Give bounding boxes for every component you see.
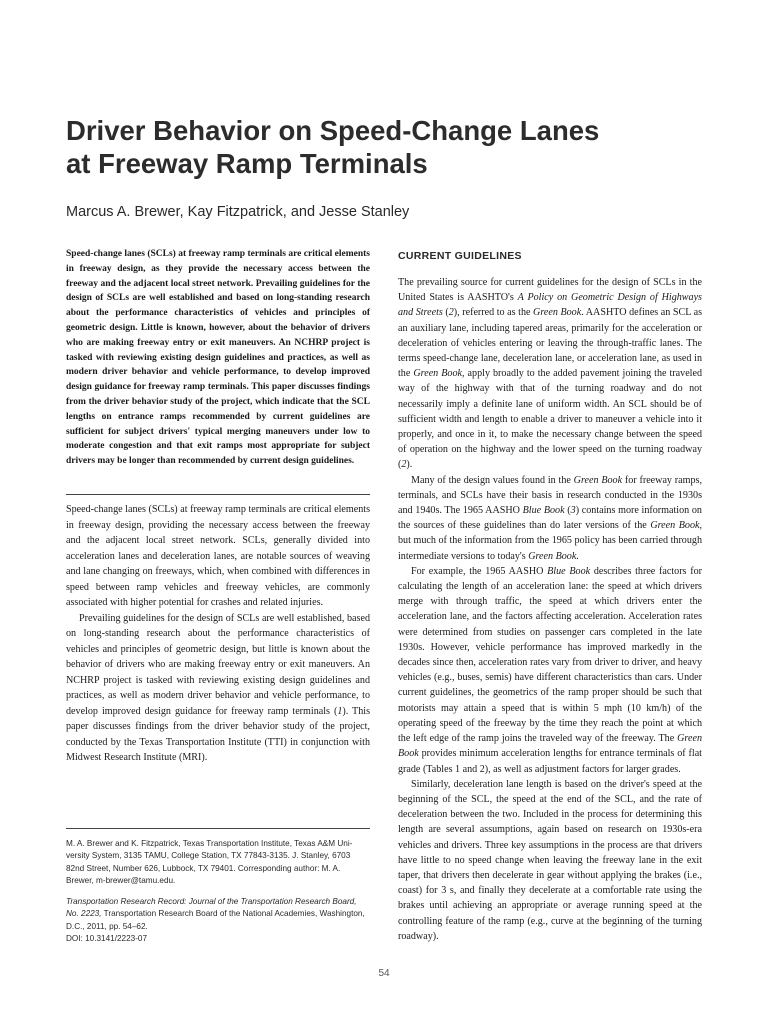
citation-ref: 1 [337, 705, 343, 717]
footnote-divider [66, 828, 370, 829]
guidelines-paragraph: The prevailing source for current guidelines for the design of SCLs in the United States is AASHTO's A Policy on Geometric Design of Highways and Streets (2), referred to as the Green Book. AASHTO defines an SCL as an auxiliary lane, including tapered areas, primarily for the acceleration or deceleration of vehicles entering or leaving the through-traffic lanes. The terms speed-change lane, deceleration lane, or acceleration lane, as used in the Green Book, apply broadly to the added pavement joining the traveled way of the highway with that of the turning roadway and do not necessarily imply a definite lane of uniform width. An SCL should be of sufficient width and length to enable a driver to maneuver a vehicle into it properly, and once in it, to make the necessary change between the speed of operation on the highway and the lower speed on the turning roadway (2). [398, 277, 703, 471]
book-title: A Policy on Geometric Design of Highways and Streets [398, 292, 702, 319]
journal-name: Transportation Research Record: Journal of the Transportation Research Board, [66, 897, 357, 906]
body-left-column [66, 502, 370, 766]
body-paragraph: Prevailing guidelines for the design of SCLs are well established, based on long-standing research about the performance characteristics of vehicles and principles of geometric design, but little is known about the behavior of drivers who are making freeway entry or exit maneuvers. An NCHRP project is tasked with reviewing existing design guidelines and practices, as well as modern driver behavior and vehicle performance, to develop improved design guidance for freeway ramp terminals (1). This paper discusses findings from the driver behavior study of the project, conducted by the Texas Transportation Institute (TTI) in conjunction with Midwest Research Institute (MRI). [66, 612, 371, 763]
citation-ref: 2 [401, 459, 407, 471]
citation-ref: 2 [448, 307, 454, 319]
author-email: Brewer, m-brewer@tamu.edu. [66, 875, 176, 885]
page-number: 54 [378, 968, 390, 979]
book-title: Green Book [573, 474, 623, 486]
book-title: Green Book. [528, 550, 579, 562]
book-title: Green Book, [650, 520, 702, 532]
abstract-divider [66, 494, 370, 495]
deceleration-paragraph: Similarly, deceleration lane length is based on the driver's speed at the beginning of the SCL, the speed at the end of the SCL, and the rate of deceleration between the two. Included in the process for determining this length are several assumptions, again based on research on 1930s-era vehicles and drivers. Three key assumptions in the process are that drivers have little to no speed change when leaving the freeway lane in the exit taper, that drivers then decelerate in gear without applying the brakes (i.e., coast) for 3 s, and finally they decelerate at a comfortable rate using the brakes until achieving an appropriate or average running speed at the controlling feature of the ramp (e.g., curve at the beginning of the turning roadway). [398, 778, 702, 942]
title-line-1: Driver Behavior on Speed-Change Lanes [66, 115, 600, 146]
intro-paragraph: Speed-change lanes (SCLs) at freeway ramp terminals are critical elements in freeway design, providing the necessary access between the freeway and the adjacent local street network. SCLs, generally divided into acceleration lanes and deceleration lanes, are notable sources of weaving and lane changing on freeways, which, when combined with differences in speed between ramp vehicles and freeway vehicles, are commonly associated with higher potential for crashes and related injuries. [66, 504, 370, 608]
history-paragraph: Many of the design values found in the Green Book for freeway ramps, terminals, and SCLs have their basis in research conducted in the 1930s and 1940s. The 1965 AASHO Blue Book (3) contains more information on the sources of these guidelines than do later versions of the Green Book, but much of the information from the 1965 policy has been carried through intermediate versions to today's Green Book. [398, 474, 702, 562]
book-title: Blue Book [522, 505, 565, 517]
issue-number: No. 2223, [66, 909, 102, 919]
book-title: Green Book, [413, 368, 465, 380]
doi: DOI: 10.3141/2223-07 [66, 933, 148, 943]
book-title: Green Book [533, 307, 582, 319]
citation-ref: 3 [570, 505, 576, 517]
body-right-column [398, 275, 702, 944]
title-line-2: at Freeway Ramp Terminals [66, 148, 428, 179]
author-affiliation-footnote: M. A. Brewer and K. Fitzpatrick, Texas Transportation Institute, Texas A&M Uni- versity System, 3135 TAMU, College Station, TX 77843-3135. J. Stanley, 6703 82nd Street, Number 626, Lubbock, TX 79401. Corresponding author: M. A. Brewer, m-brewer@tamu.edu. [66, 838, 370, 887]
book-title: Blue Book [547, 565, 591, 577]
section-heading: CURRENT GUIDELINES [398, 250, 522, 262]
abstract: Speed-change lanes (SCLs) at freeway ramp terminals are critical elements in freeway design, as they provide the necessary access between the freeway and the adjacent local street network. Prevailing guidelines for the design of SCLs are well established and based on long-standing research about the performance characteristics of vehicles and principles of geometric design. Little is known, however, about the behavior of drivers who are making freeway entry or exit maneuvers. An NCHRP project is tasked with reviewing existing design guidelines and practices, as well as modern driver behavior and vehicle performance, to develop improved design guidance for freeway ramp terminals. This paper discusses findings from the driver behavior study of the project, which indicate that the SCL lengths on entrance ramps recommended by current guidelines are sufficient for subject drivers' typical merging maneuvers under low to moderate congestion and that exit ramps most appropriate for subject drivers may be longer than recommended by current design guidelines. [66, 249, 370, 467]
paper-title [66, 114, 726, 180]
author-list: Marcus A. Brewer, Kay Fitzpatrick, and Jesse Stanley [66, 204, 410, 220]
acceleration-paragraph: For example, the 1965 AASHO Blue Book describes three factors for calculating the length of an acceleration lane: the speed at which drivers merge with through traffic, the speed at which drivers enter the acceleration lane, and the factors affecting acceleration. Acceleration rates were determined from studies on passenger cars completed in the late 1930s. However, vehicle performance has improved markedly in the decades since then, acceleration rates vary from driver to driver, and heavy vehicles (e.g., buses, semis) have different characteristics than cars. Under current guidelines, the geometrics of the ramp proper should be such that motorists may attain a speed that is within 5 mph (10 km/h) of the operating speed of the freeway by the time they reach the point at which the left edge of the ramp joins the traveled way of the freeway. The Green Book provides minimum acceleration lengths for entrance terminals of flat grade (Tables 1 and 2), as well as adjustment factors for larger grades. [398, 565, 702, 775]
book-title: Green Book [398, 733, 702, 760]
citation-footnote: Transportation Research Record: Journal of the Transportation Research Board, No. 2223, Transportation Research Board of the National Academies, Washington, D.C., 2011, pp. 54–62. DOI: 10.3141/2223-07 [66, 896, 370, 945]
